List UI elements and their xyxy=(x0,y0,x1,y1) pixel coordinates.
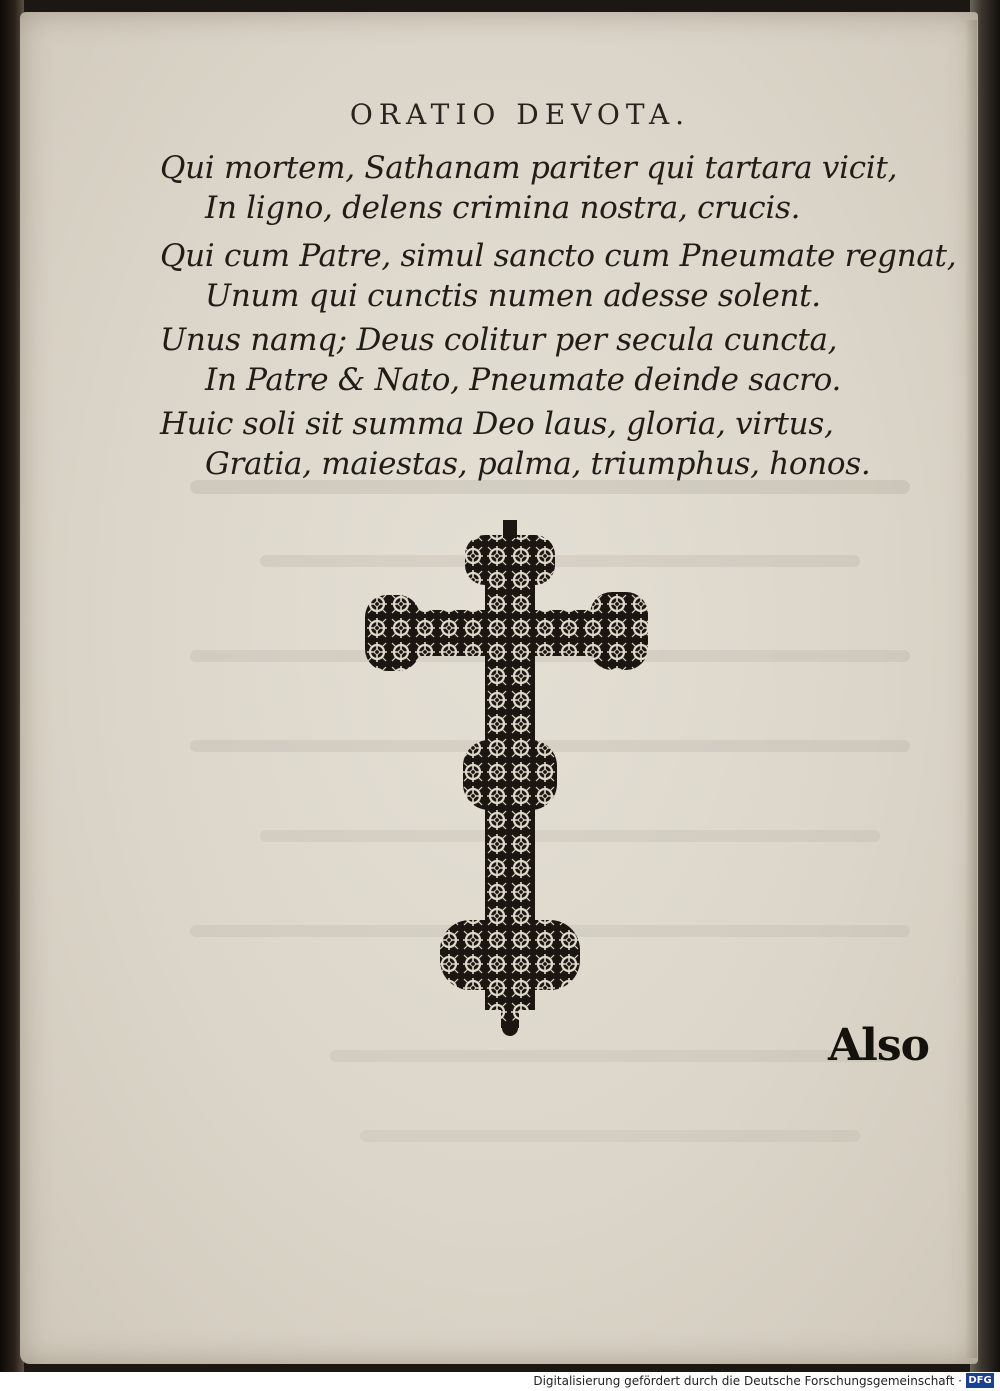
verse-line-8: Gratia, maiestas, palma, triumphus, honos. xyxy=(205,446,871,482)
verse-line-6: In Patre & Nato, Pneumate deinde sacro. xyxy=(205,362,842,398)
footer-credit: Digitalisierung gefördert durch die Deutsche Forschungsgemeinschaft · xyxy=(533,1374,962,1388)
verse-line-7: Huic soli sit summa Deo laus, gloria, virtus, xyxy=(160,406,834,442)
verse-line-4: Unum qui cunctis numen adesse solent. xyxy=(205,278,821,314)
verse-line-3: Qui cum Patre, simul sancto cum Pneumate regnat, xyxy=(160,238,957,274)
page-heading: ORATIO DEVOTA. xyxy=(349,98,691,131)
show-through-line xyxy=(360,1130,860,1142)
dfg-logo-icon: DFG xyxy=(966,1373,994,1388)
page-edge-shadow xyxy=(965,20,977,1358)
verse-line-1: Qui mortem, Sathanam pariter qui tartara vicit, xyxy=(160,150,898,186)
show-through-line xyxy=(330,1050,890,1062)
ornamental-cross-icon xyxy=(365,520,655,1040)
verse-line-5: Unus namq; Deus colitur per secula cuncta, xyxy=(160,322,838,358)
show-through-line xyxy=(190,480,910,494)
verse-line-2: In ligno, delens crimina nostra, crucis. xyxy=(205,190,801,226)
catchword: Also xyxy=(828,1020,929,1071)
footer-bar xyxy=(0,1372,1000,1391)
